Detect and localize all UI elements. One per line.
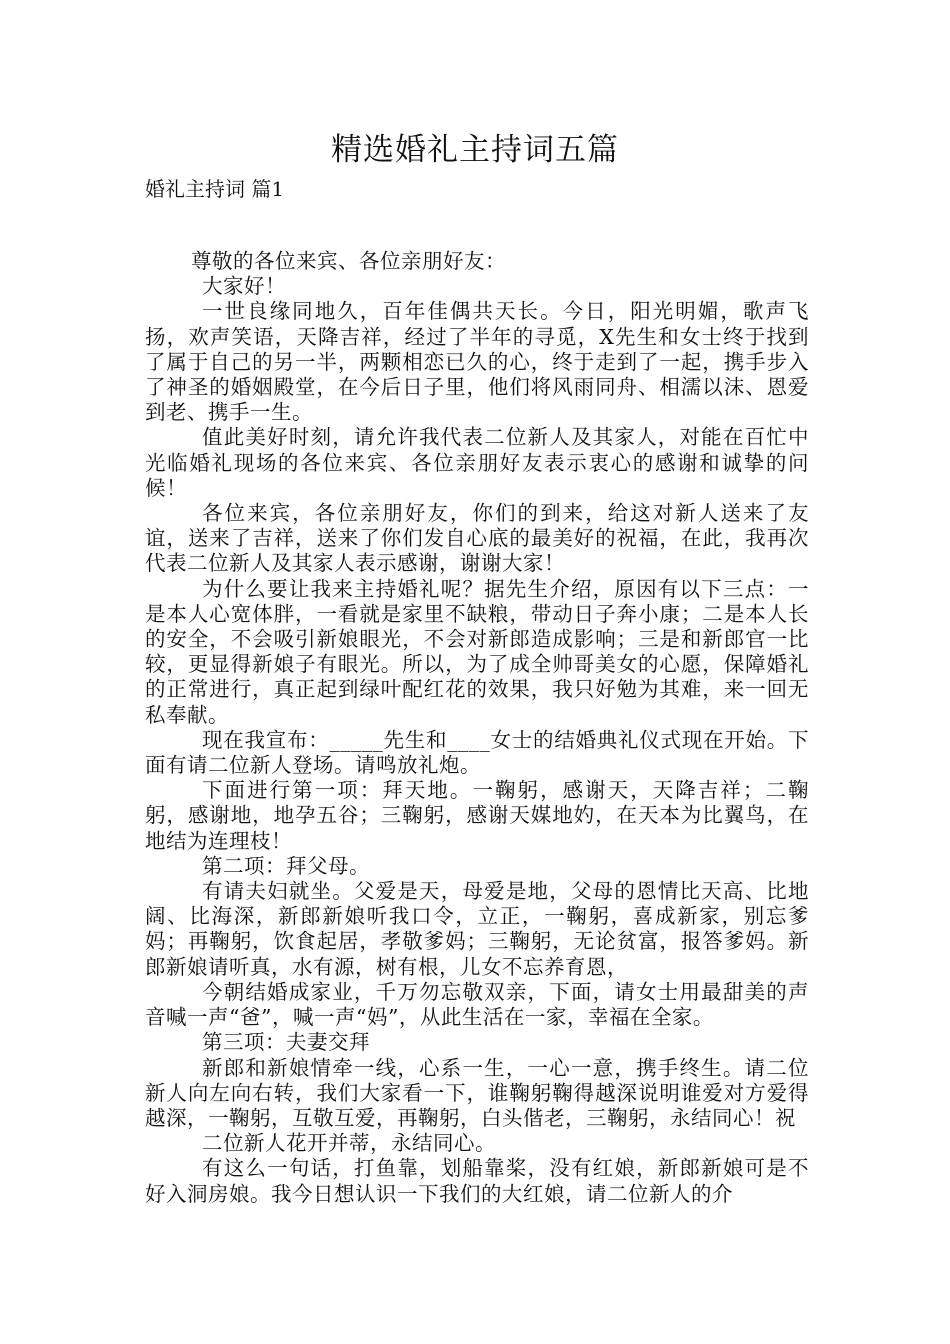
paragraph: 二位新人花开并蒂，永结同心。 — [202, 1131, 496, 1156]
paragraph: 大家好！ — [202, 274, 286, 299]
paragraph: 今朝结婚成家业，千万勿忘敬双亲，下面，请女士用最甜美的声音喊一声“爸”，喊一声“妈”，从此生活在一家，幸福在全家。 — [145, 979, 809, 1030]
paragraph: 第二项：拜父母。 — [202, 853, 370, 878]
paragraph: 第三项：夫妻交拜 — [202, 1030, 370, 1055]
document-body — [145, 249, 809, 1207]
greeting-line: 尊敬的各位来宾、各位亲朋好友： — [191, 249, 506, 273]
paragraph: 有这么一句话，打鱼靠，划船靠桨，没有红娘，新郎新娘可是不好入洞房娘。我今日想认识一下我们的大红娘，请二位新人的介 — [145, 1156, 809, 1206]
paragraph: 一世良缘同地久，百年佳偶共天长。今日，阳光明媚，歌声飞扬，欢声笑语，天降吉祥，经过了半年的寻觅，X先生和女士终于找到了属于自己的另一半，两颗相恋已久的心，终于走到了一起，携手步入了神圣的婚姻殿堂，在今后日子里，他们将风雨同舟、相濡以沫、恩爱到老、携手一生。 — [145, 299, 809, 425]
paragraph: 为什么要让我来主持婚礼呢？据先生介绍，原因有以下三点：一是本人心宽体胖，一看就是家里不缺粮，带动日子奔小康；二是本人长的安全，不会吸引新娘眼光，不会对新郎造成影响；三是和新郎官一比较，更显得新娘子有眼光。所以，为了成全帅哥美女的心愿，保障婚礼的正常进行，真正起到绿叶配红花的效果，我只好勉为其难，来一回无私奉献。 — [145, 576, 809, 727]
paragraph: 有请夫妇就坐。父爱是天，母爱是地，父母的恩情比天高、比地阔、比海深，新郎新娘听我口令，立正，一鞠躬，喜成新家，别忘爹妈；再鞠躬，饮食起居，孝敬爹妈；三鞠躬，无论贫富，报答爹妈。新郎新娘请听真，水有源，树有根，儿女不忘养育恩， — [145, 879, 809, 979]
document-title: 精选婚礼主持词五篇 — [331, 132, 619, 168]
paragraph: 各位来宾，各位亲朋好友，你们的到来，给这对新人送来了友谊，送来了吉祥，送来了你们发自心底的最美好的祝福，在此，我再次代表二位新人及其家人表示感谢，谢谢大家！ — [145, 501, 809, 576]
paragraph: 下面进行第一项：拜天地。一鞠躬，感谢天，天降吉祥；二鞠躬，感谢地，地孕五谷；三鞠躬，感谢天媒地妁，在天本为比翼鸟，在地结为连理枝！ — [145, 778, 809, 853]
section-heading: 婚礼主持词 篇1 — [145, 177, 285, 201]
paragraph: 现在我宣布：_____先生和____女士的结婚典礼仪式现在开始。下面有请二位新人登场。请鸣放礼炮。 — [145, 727, 809, 778]
paragraph: 值此美好时刻，请允许我代表二位新人及其家人，对能在百忙中光临婚礼现场的各位来宾、各位亲朋好友表示衷心的感谢和诚挚的问候！ — [145, 425, 809, 500]
paragraph: 新郎和新娘情牵一线，心系一生，一心一意，携手终生。请二位新人向左向右转，我们大家看一下，谁鞠躬鞠得越深说明谁爱对方爱得越深，一鞠躬，互敬互爱，再鞠躬，白头偕老，三鞠躬，永结同心！祝 — [145, 1055, 809, 1130]
